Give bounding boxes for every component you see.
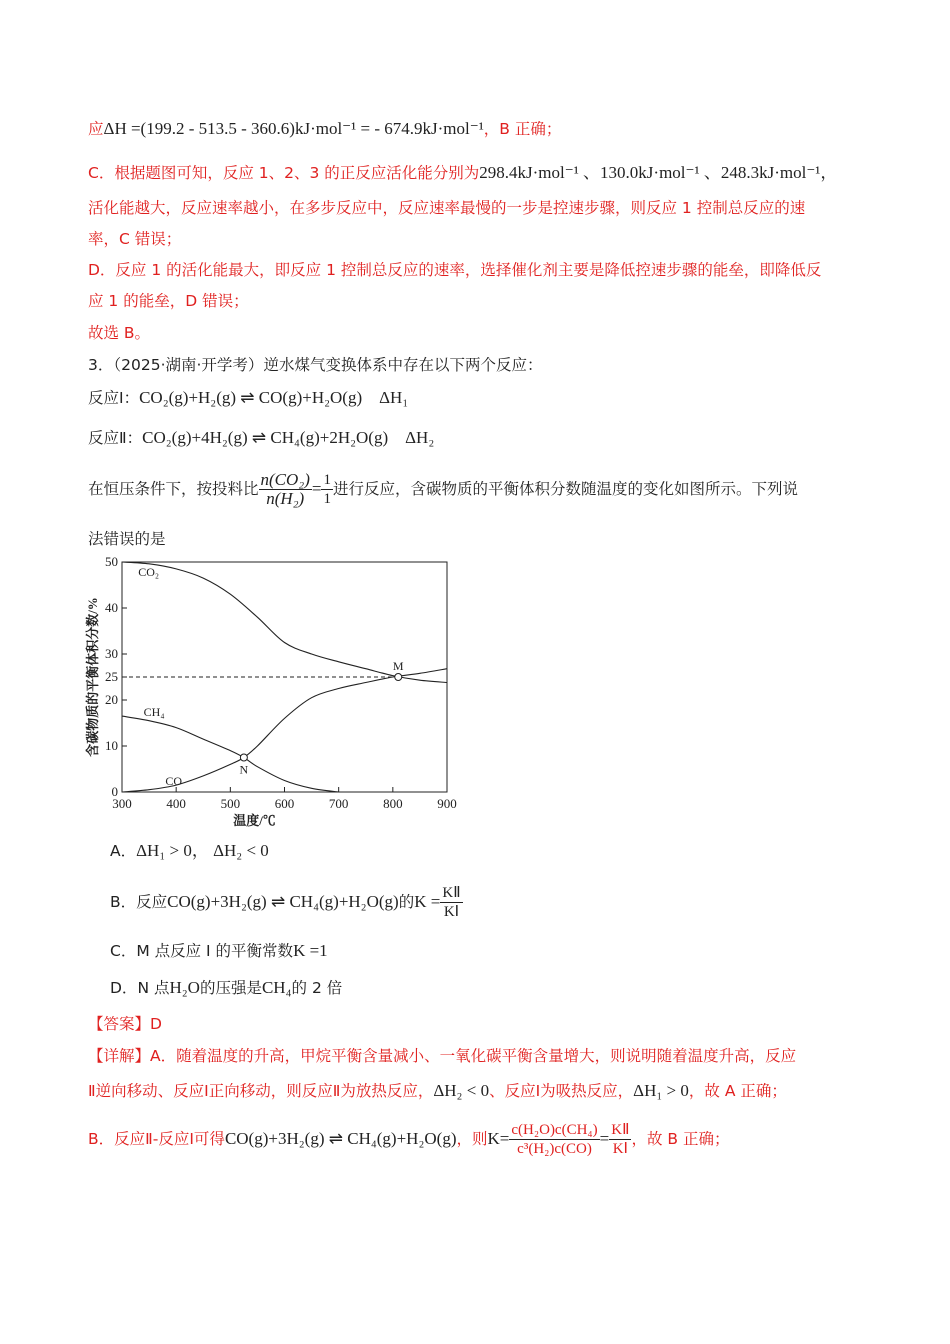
x-tick-label-400: 400 bbox=[166, 796, 186, 811]
detail-a-line2-p1: Ⅱ逆向移动、反应Ⅰ正向移动，则反应Ⅱ为放热反应， bbox=[88, 1082, 434, 1100]
y-tick-label-10: 10 bbox=[105, 738, 118, 753]
reaction-2-label: 反应Ⅱ： bbox=[88, 429, 143, 447]
detail-line2 bbox=[88, 1080, 787, 1102]
option-b-prefix: 反应 bbox=[136, 893, 168, 911]
feed-ratio-denominator: n(H₂) bbox=[266, 489, 305, 508]
option-d-label: D． bbox=[110, 979, 138, 997]
option-b-mid: 的 bbox=[398, 893, 415, 911]
reaction-2 bbox=[88, 427, 434, 449]
detail-b-equation: CO(g)+3H₂(g) ⇌ CH₄(g)+H₂O(g) bbox=[224, 1129, 457, 1148]
option-d-h2o: H₂O bbox=[169, 978, 200, 997]
c-line1-math: 298.4kJ·mol⁻¹ 、130.0kJ·mol⁻¹ 、248.3kJ·mol⁻¹， bbox=[479, 163, 838, 182]
y-tick-label-20: 20 bbox=[105, 692, 118, 707]
series-label-1: CH₄ bbox=[143, 705, 165, 720]
feed-ratio-equals: = bbox=[311, 479, 322, 498]
x-tick-label-600: 600 bbox=[274, 796, 295, 811]
y-tick-label-30: 30 bbox=[105, 646, 118, 661]
detail-a-line1: A．随着温度的升高，甲烷平衡含量减小、一氧化碳平衡含量增大，则说明随着温度升高，反应 bbox=[150, 1047, 797, 1065]
annotation-point-N bbox=[240, 754, 247, 761]
detail-b-p3: ，故 B 正确； bbox=[631, 1130, 730, 1148]
prev-b-line bbox=[88, 118, 561, 140]
detail-b-k: K= bbox=[487, 1129, 510, 1148]
answer-label: 【答案】 bbox=[88, 1015, 151, 1033]
option-c-text2: K =1 bbox=[293, 941, 328, 960]
option-a-label: A． bbox=[110, 842, 137, 860]
answer-value: D bbox=[150, 1015, 162, 1033]
condition-line2: 法错误的是 bbox=[88, 530, 166, 548]
x-tick-label-300: 300 bbox=[112, 796, 132, 811]
detail-a-line2-p2: 、反应Ⅰ为吸热反应， bbox=[489, 1082, 634, 1100]
question-number: 3． bbox=[88, 356, 114, 374]
condition-suffix: 进行反应，含碳物质的平衡体积分数随温度的变化如图所示。下列说 bbox=[332, 480, 798, 498]
c-line1-text: C．根据题图可知，反应 1、2、3 的正反应活化能分别为 bbox=[88, 164, 480, 182]
detail-b-equals: = bbox=[599, 1129, 610, 1148]
question-stem: 逆水煤气变换体系中存在以下两个反应： bbox=[263, 356, 543, 374]
detail-line3 bbox=[88, 1116, 729, 1162]
option-c-text1: M 点反应 I 的平衡常数 bbox=[136, 942, 294, 960]
y-tick-label-25: 25 bbox=[105, 669, 118, 684]
option-b bbox=[110, 882, 463, 922]
feed-ratio-numerator: n(CO₂) bbox=[260, 470, 310, 489]
y-tick-label-40: 40 bbox=[105, 600, 118, 615]
x-tick-label-900: 900 bbox=[437, 796, 457, 811]
detail-b-den: c³(H₂)c(CO) bbox=[517, 1141, 592, 1157]
detail-a-line2-p3: ，故 A 正确； bbox=[688, 1082, 787, 1100]
option-d-text3: 的 2 倍 bbox=[291, 979, 343, 997]
option-d bbox=[110, 977, 342, 999]
option-b-label: B． bbox=[110, 893, 137, 911]
detail-a-line2-m1: ΔH₂ < 0 bbox=[433, 1081, 490, 1100]
option-d-text2: 的压强是 bbox=[199, 979, 262, 997]
option-c-label: C． bbox=[110, 942, 137, 960]
y-axis-label: 含碳物质的平衡体积分数/% bbox=[85, 597, 100, 757]
option-b-k-num: KⅡ bbox=[442, 885, 461, 901]
detail-b-fraction bbox=[509, 1121, 599, 1158]
b-line-math: ΔH =(199.2 - 513.5 - 360.6)kJ·mol⁻¹ = - 674.9kJ·mol⁻¹ bbox=[103, 119, 484, 138]
answer-line bbox=[88, 1013, 162, 1035]
option-c bbox=[110, 940, 328, 962]
annotation-point-M bbox=[395, 674, 402, 681]
feed-ratio-value-den: 1 bbox=[323, 491, 331, 507]
option-a bbox=[110, 840, 269, 862]
option-b-fraction bbox=[440, 884, 462, 921]
condition-prefix: 在恒压条件下，按投料比 bbox=[88, 480, 259, 498]
detail-b-kden: KⅠ bbox=[612, 1141, 628, 1157]
x-tick-label-800: 800 bbox=[383, 796, 403, 811]
x-axis-label: 温度/℃ bbox=[233, 813, 276, 828]
reaction-1-equation: CO₂(g)+H₂(g) ⇌ CO(g)+H₂O(g) ΔH₁ bbox=[139, 388, 409, 407]
equilibrium-chart bbox=[70, 548, 470, 838]
option-b-k-den: KⅠ bbox=[443, 904, 460, 920]
series-label-0: CO₂ bbox=[138, 564, 160, 579]
option-d-text1: N 点 bbox=[137, 979, 170, 997]
annotation-label-N: N bbox=[239, 762, 249, 777]
prev-c-line1 bbox=[88, 162, 837, 184]
x-tick-label-500: 500 bbox=[220, 796, 241, 811]
b-line-suffix: ，B 正确； bbox=[483, 120, 562, 138]
feed-ratio-fraction bbox=[259, 471, 312, 508]
question-source: （2025·湖南·开学考） bbox=[113, 356, 264, 374]
detail-label: 【详解】 bbox=[88, 1047, 151, 1065]
detail-b-num: c(H₂O)c(CH₄) bbox=[511, 1122, 598, 1138]
detail-b-p2: ，则 bbox=[456, 1130, 488, 1148]
detail-b-k-fraction bbox=[609, 1121, 631, 1158]
x-tick-label-700: 700 bbox=[328, 796, 349, 811]
annotation-label-M: M bbox=[392, 659, 404, 673]
feed-ratio-value-num: 1 bbox=[323, 472, 331, 488]
reaction-1 bbox=[88, 387, 408, 409]
prev-d-line2: 应 1 的能垒，D 错误； bbox=[88, 292, 249, 310]
prev-d-line1: D．反应 1 的活化能最大，即反应 1 控制总反应的速率，选择催化剂主要是降低控速步骤的能垒，即降低反 bbox=[88, 261, 822, 279]
option-b-equation: CO(g)+3H₂(g) ⇌ CH₄(g)+H₂O(g) bbox=[167, 892, 399, 911]
prev-conclusion: 故选 B。 bbox=[88, 324, 151, 342]
reaction-1-label: 反应Ⅰ： bbox=[88, 389, 140, 407]
feed-ratio-value bbox=[321, 471, 333, 508]
series-line-1 bbox=[122, 716, 339, 792]
y-tick-label-0: 0 bbox=[111, 784, 118, 799]
series-label-2: CO bbox=[165, 774, 183, 789]
prev-c-line2: 活化能越大，反应速率越小，在多步反应中，反应速率最慢的一步是控速步骤，则反应 1 控制总反应的速 bbox=[88, 199, 806, 217]
option-a-text: ΔH₁ > 0， ΔH₂ < 0 bbox=[136, 841, 269, 860]
option-b-k: K = bbox=[414, 892, 441, 911]
detail-line1 bbox=[88, 1045, 796, 1067]
detail-a-line2-m2: ΔH₁ > 0 bbox=[633, 1081, 689, 1100]
question-header bbox=[88, 354, 542, 376]
reaction-2-equation: CO₂(g)+4H₂(g) ⇌ CH₄(g)+2H₂O(g) ΔH₂ bbox=[142, 428, 435, 447]
y-tick-label-50: 50 bbox=[105, 554, 118, 569]
detail-b-knum: KⅡ bbox=[611, 1122, 630, 1138]
prev-c-line3: 率，C 错误； bbox=[88, 230, 182, 248]
option-d-ch4: CH₄ bbox=[261, 978, 292, 997]
condition-line bbox=[88, 466, 798, 512]
detail-b-p1: B．反应Ⅱ-反应Ⅰ可得 bbox=[88, 1130, 225, 1148]
b-line-prefix: 应 bbox=[88, 120, 104, 138]
